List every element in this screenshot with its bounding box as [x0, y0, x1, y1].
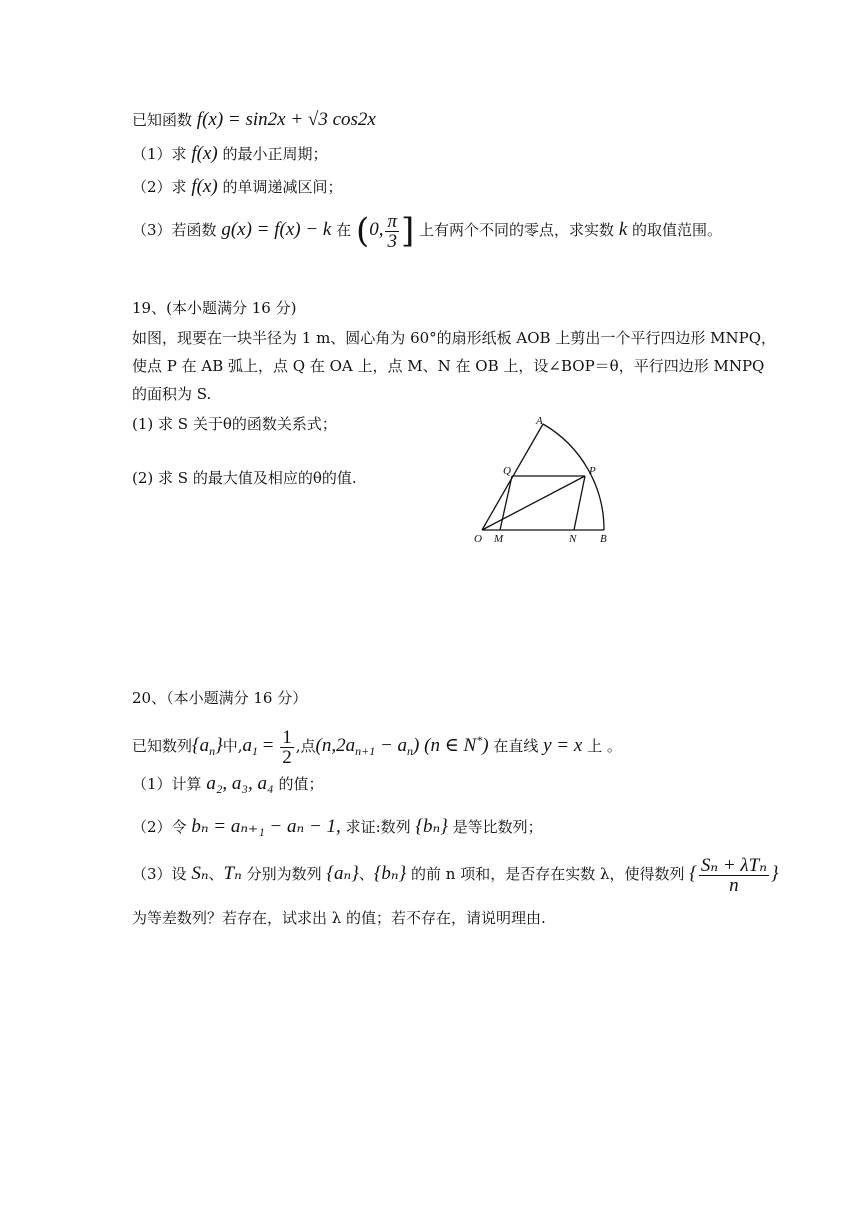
q20-part1-tail: 的值；	[278, 775, 324, 793]
q20-part2-seq: {bₙ}	[415, 816, 448, 837]
label-Q: Q	[503, 465, 511, 477]
q20-header: 20、（本小题满分 16 分）	[132, 689, 308, 707]
segment-QM	[500, 476, 512, 530]
q20-intro	[132, 720, 622, 771]
q18-part3-k: k	[618, 219, 628, 240]
label-N: N	[569, 533, 577, 545]
q20-cond-close: )	[482, 735, 489, 756]
q20-part3-frac-den: n	[729, 874, 739, 896]
q20-line-text: 在直线	[493, 737, 539, 755]
q18-intro-formula: f(x) = sin2x + √3 cos2x	[196, 109, 376, 130]
q20-point-text: ,点	[295, 737, 316, 755]
q18-part2-text: 的单调递减区间；	[222, 178, 343, 196]
q20-part3-frac-num: Sₙ + λTₙ	[700, 854, 767, 876]
q18-interval-num: π	[387, 210, 397, 232]
q20-part3-sep2: 、	[358, 865, 374, 883]
q20-point-sub2: n	[407, 744, 414, 758]
label-A: A	[536, 415, 543, 427]
interval-left-paren: (	[355, 211, 370, 251]
q20-point-mid: − a	[375, 735, 408, 756]
q19-part2: (2) 求 S 的最大值及相应的θ的值.	[132, 469, 357, 487]
q20-part2	[132, 815, 543, 839]
q18-part1-label: （1）求	[132, 145, 187, 163]
q19-part1: (1) 求 S 关于θ的函数关系式；	[132, 415, 337, 433]
q18-intro-text: 已知函数	[132, 111, 193, 129]
q20-part3-text1: 分别为数列	[246, 865, 322, 883]
q18-interval-left: 0,	[369, 219, 384, 240]
q20-a1: a	[242, 735, 253, 756]
q20-part3-line2: 为等差数列？若存在，试求出 λ 的值；若不存在，请说明理由.	[132, 909, 546, 927]
q20-part1-label: （1）计算	[132, 775, 202, 793]
q20-half-fraction	[280, 728, 294, 767]
q20-part3: （3）设 Sₙ、Tₙ 分别为数列 {aₙ}、{bₙ} 的前 n 项和，是否存在实数 λ，使得数列 { $\frac{\text{Sₙ + λTₙ}}{n}$ }	[132, 854, 779, 896]
q20-line-formula: y = x	[543, 735, 583, 756]
q20-point-formula: (n,2a	[315, 735, 356, 756]
label-O: O	[474, 533, 482, 545]
label-P: P	[589, 465, 596, 477]
q18-part1-text: 的最小正周期；	[222, 145, 328, 163]
q20-seq-a: {a	[192, 735, 210, 756]
q20-part3-T: Tₙ	[223, 863, 242, 884]
q18-interval-fraction	[385, 212, 399, 251]
q19-body-line1: 如图，现要在一块半径为 1 m、圆心角为 60°的扇形纸板 AOB 上剪出一个平行四边形 MNPQ，	[132, 329, 776, 347]
q20-cond: (n ∈ N	[424, 735, 477, 756]
q18-part3-in: 在	[336, 221, 352, 239]
q20-part2-tail: 是等比数列；	[452, 818, 543, 836]
q18-part3	[132, 210, 722, 251]
q20-part2-formula: bₙ = aₙ₊₁ − aₙ − 1,	[191, 816, 341, 837]
q20-a1-sub: 1	[252, 744, 259, 758]
q20-seq-a-sub: n	[209, 744, 216, 758]
q20-point-close: )	[413, 735, 420, 756]
q20-mid1: 中,	[222, 737, 243, 755]
q20-line-tail: 上 。	[587, 737, 622, 755]
q20-point-sub1: n+1	[355, 744, 376, 758]
q20-part2-label: （2）令	[132, 818, 187, 836]
q20-part3-label: （3）设	[132, 865, 187, 883]
q18-part3-text: 上有两个不同的零点，求实数	[419, 221, 615, 239]
q18-part1	[132, 142, 328, 166]
q20-eq: =	[258, 735, 279, 756]
label-M: M	[494, 533, 504, 545]
q20-part3-seqA: {aₙ}	[326, 863, 359, 884]
q20-part3-text2: 的前 n 项和，是否存在实数 λ，使得数列	[411, 865, 685, 883]
segment-PN	[574, 476, 585, 530]
label-B: B	[600, 533, 607, 545]
q18-part3-tail: 的取值范围。	[632, 221, 723, 239]
interval-right-bracket: ]	[400, 211, 415, 251]
q20-part3-sep: 、	[208, 865, 224, 883]
q18-part2-label: （2）求	[132, 178, 187, 196]
q18-intro	[132, 108, 376, 132]
q20-seq-close: }	[215, 735, 223, 756]
q20-part3-fraction	[699, 856, 769, 895]
q20-part1-vars: a₂, a₃, a₄	[206, 773, 274, 794]
q18-part2	[132, 175, 343, 199]
q20-part3-seqB: {bₙ}	[373, 863, 407, 884]
q20-part3-S: Sₙ	[191, 863, 209, 884]
q20-half-num: 1	[282, 726, 292, 748]
q18-part1-fx: f(x)	[191, 143, 218, 164]
q18-part2-fx: f(x)	[191, 176, 218, 197]
q20-part1	[132, 772, 323, 796]
q20-cond-sup: *	[476, 733, 483, 747]
q18-part3-label: （3）若函数	[132, 221, 217, 239]
q19-header: 19、(本小题满分 16 分)	[132, 299, 297, 317]
q19-body-line2: 使点 P 在 AB 弧上，点 Q 在 OA 上，点 M、N 在 OB 上，设∠BOP＝θ，平行四边形 MNPQ	[132, 357, 765, 375]
q20-half-den: 2	[282, 746, 292, 768]
sector-figure	[470, 414, 620, 546]
arc-AB	[543, 424, 604, 530]
q20-intro-prefix: 已知数列	[132, 737, 193, 755]
q20-part2-text: 求证:数列	[345, 818, 411, 836]
q18-interval-den: 3	[387, 230, 397, 252]
q18-part3-gx: g(x) = f(x) − k	[221, 219, 332, 240]
q19-body-line3: 的面积为 S.	[132, 385, 212, 403]
